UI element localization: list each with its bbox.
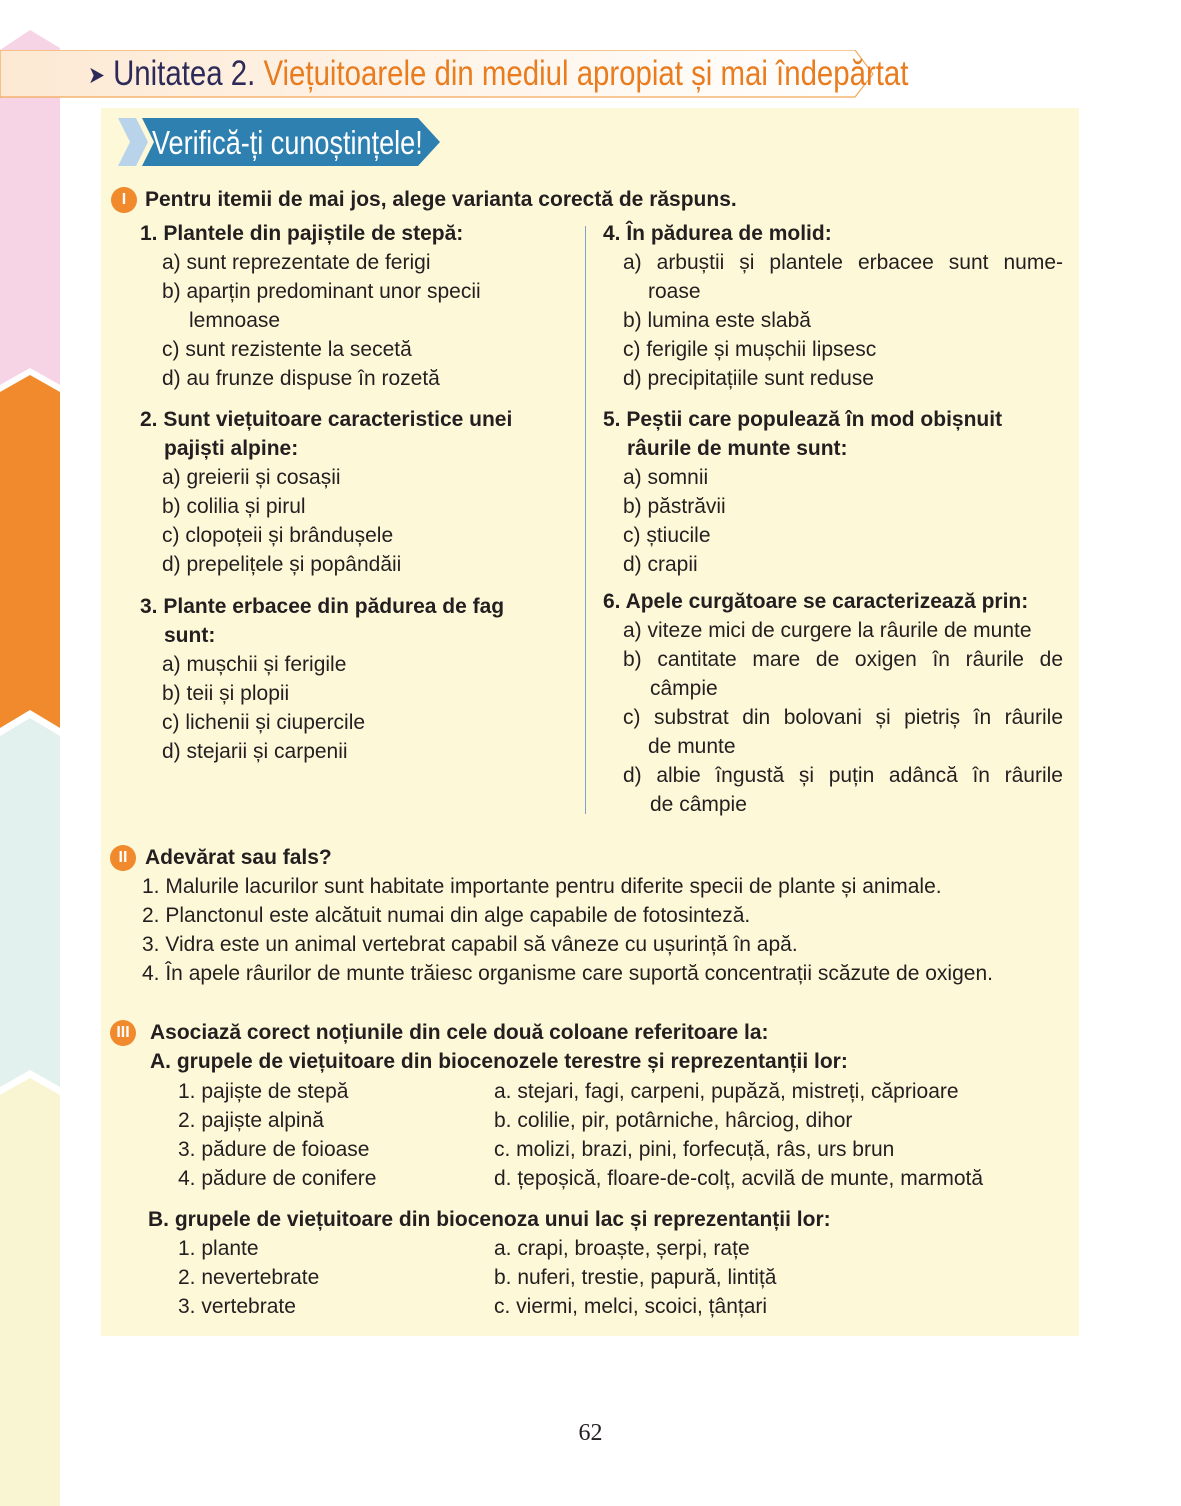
option-5a: a) somnii [623,466,709,489]
arrow-right-icon: ➤ [88,61,105,89]
section-badge-2: II [110,845,136,871]
option-3b: b) teii și plopii [162,682,290,705]
unit-title: Viețuitoarele din mediul apropiat și mai îndepărtat [263,54,909,93]
option-2d: d) prepelițele și popândăii [162,553,402,576]
unit-label: Unitatea 2. [113,54,256,93]
match-a-right-d: d. țepoșică, floare-de-colț, acvilă de munte, marmotă [494,1167,984,1190]
match-b-left-2: 2. nevertebrate [178,1266,320,1289]
section-badge-1: I [111,187,137,213]
match-a-right-a: a. stejari, fagi, carpeni, pupăză, mistreți, căprioare [494,1080,959,1103]
option-1d: d) au frunze dispuse în rozetă [162,367,440,390]
option-4c: c) ferigile și mușchii lipsesc [623,338,877,361]
match-a-left-3: 3. pădure de foioase [178,1138,370,1161]
option-6d-cont: de câmpie [650,793,747,816]
match-a-left-2: 2. pajiște alpină [178,1109,324,1132]
question-5-cont: râurile de munte sunt: [627,437,848,460]
option-3a: a) mușchii și ferigile [162,653,347,676]
match-a-right-b: b. colilie, pir, potârniche, hârciog, dihor [494,1109,853,1132]
question-1: 1. Plantele din pajiștile de stepă: [140,222,464,245]
question-4: 4. În pădurea de molid: [603,222,832,245]
option-4a: a) arbuștii și plantele erbacee sunt nume- [623,251,1063,274]
question-5: 5. Peștii care populează în mod obișnuit [603,408,1003,431]
page-number: 62 [578,1420,603,1446]
option-6b: b) cantitate mare de oxigen în râurile de [623,648,1063,671]
subsection-a-title: A. grupele de viețuitoare din biocenozele terestre și reprezentanții lor: [150,1050,848,1073]
statement-4: 4. În apele râurilor de munte trăiesc organisme care suportă concentrații scăzute de oxigen. [142,962,993,985]
match-a-left-1: 1. pajiște de stepă [178,1080,349,1103]
section-title-1: Pentru itemii de mai jos, alege varianta corectă de răspuns. [145,188,737,211]
statement-2: 2. Planctonul este alcătuit numai din alge capabile de fotosinteză. [142,904,751,927]
option-5d: d) crapii [623,553,698,576]
option-6c: c) substrat din bolovani și pietriș în râurile [623,706,1063,729]
decorative-sidebar [0,0,60,1506]
option-1a: a) sunt reprezentate de ferigi [162,251,431,274]
option-3d: d) stejarii și carpenii [162,740,348,763]
option-6a: a) viteze mici de curgere la râurile de munte [623,619,1032,642]
statement-3: 3. Vidra este un animal vertebrat capabil să vâneze cu ușurință în apă. [142,933,798,956]
subsection-b-title: B. grupele de viețuitoare din biocenoza unui lac și reprezentanții lor: [148,1208,831,1231]
statement-1: 1. Malurile lacurilor sunt habitate importante pentru diferite specii de plante și animale. [142,875,942,898]
match-b-right-b: b. nuferi, trestie, papură, lintiță [494,1266,777,1289]
option-6c-cont: de munte [648,735,736,758]
column-divider [585,226,586,814]
option-2a: a) greierii și cosașii [162,466,341,489]
section-badge-3: III [110,1020,136,1046]
question-2-cont: pajiști alpine: [164,437,299,460]
match-b-left-1: 1. plante [178,1237,259,1260]
match-b-left-3: 3. vertebrate [178,1295,296,1318]
question-6: 6. Apele curgătoare se caracterizează prin: [603,590,1029,613]
match-a-left-4: 4. pădure de conifere [178,1167,377,1190]
match-a-right-c: c. molizi, brazi, pini, forfecuță, râs, urs brun [494,1138,895,1161]
option-4a-cont: roase [648,280,701,303]
option-5b: b) păstrăvii [623,495,726,518]
option-5c: c) știucile [623,524,711,547]
question-2: 2. Sunt viețuitoare caracteristice unei [140,408,513,431]
question-3-cont: sunt: [164,624,216,647]
option-2b: b) colilia și pirul [162,495,306,518]
option-1b: b) aparțin predominant unor specii [162,280,481,303]
option-2c: c) clopoțeii și brândușele [162,524,394,547]
banner-title: Verifică-ți cunoștințele! [152,124,423,161]
option-1b-cont: lemnoase [189,309,281,332]
section-title-3: Asociază corect noțiunile din cele două coloane referitoare la: [150,1021,769,1044]
option-4b: b) lumina este slabă [623,309,811,332]
question-3: 3. Plante erbacee din pădurea de fag [140,595,505,618]
option-3c: c) lichenii și ciupercile [162,711,366,734]
option-4d: d) precipitațiile sunt reduse [623,367,874,390]
option-6b-cont: câmpie [650,677,718,700]
match-b-right-c: c. viermi, melci, scoici, țânțari [494,1295,768,1318]
unit-header [88,52,908,98]
match-b-right-a: a. crapi, broaște, șerpi, rațe [494,1237,750,1260]
option-6d: d) albie îngustă și puțin adâncă în râurile [623,764,1063,787]
option-1c: c) sunt rezistente la secetă [162,338,412,361]
section-title-2: Adevărat sau fals? [145,846,332,869]
